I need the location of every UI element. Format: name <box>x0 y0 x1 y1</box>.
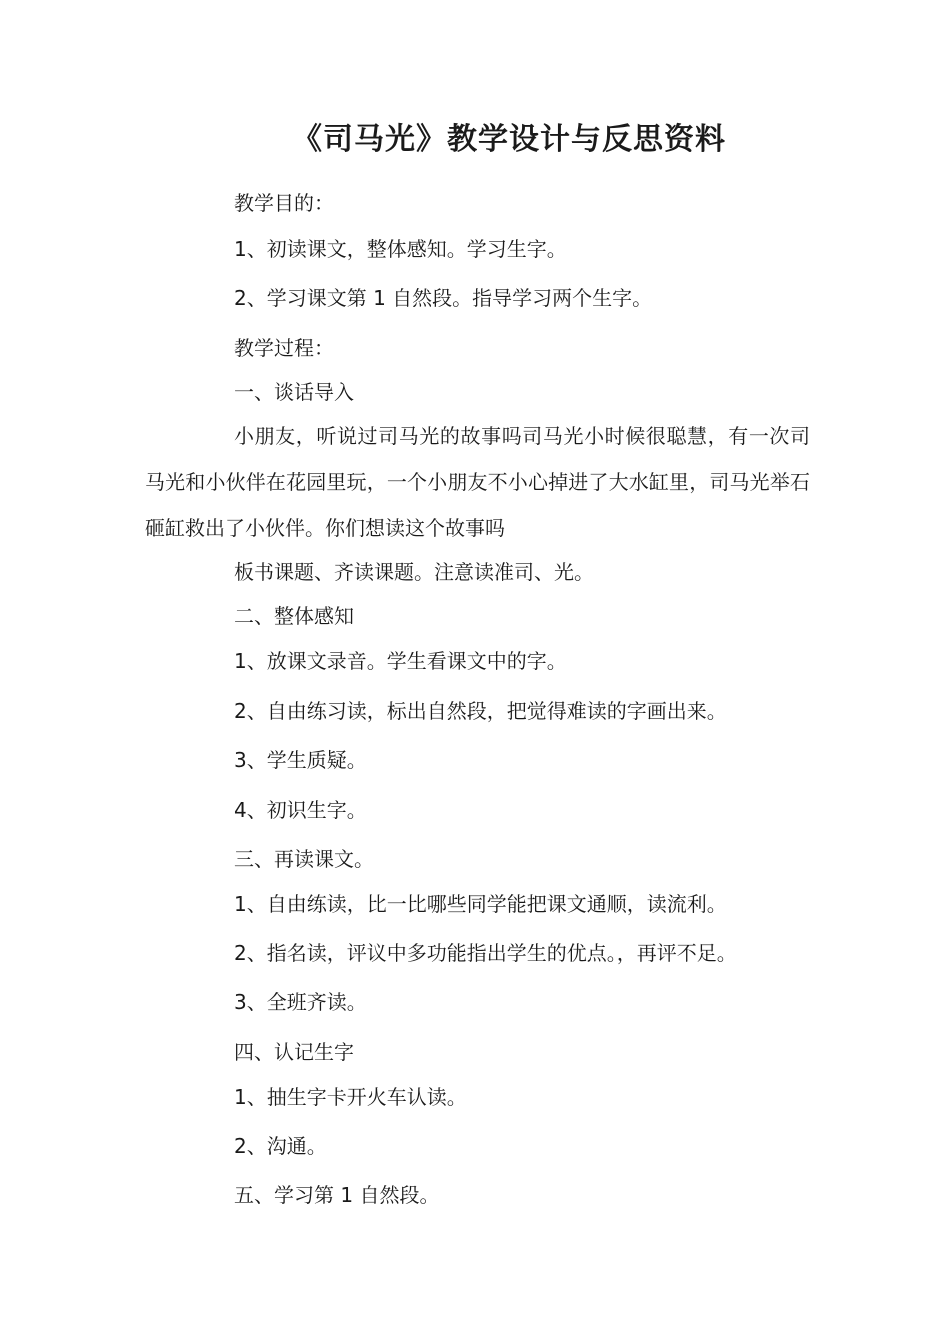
objective-item-1: 1、初读课文，整体感知。学习生字。 <box>234 237 567 261</box>
step-heading-2: 二、整体感知 <box>234 604 354 628</box>
step-heading-5: 五、学习第 1 自然段。 <box>234 1183 440 1207</box>
section-heading-objectives: 教学目的： <box>234 191 334 215</box>
list-item: 2、指名读，评议中多功能指出学生的优点。，再评不足。 <box>234 941 737 965</box>
list-item: 3、学生质疑。 <box>234 748 367 772</box>
step-heading-3: 三、再读课文。 <box>234 847 374 871</box>
document-title: 《司马光》教学设计与反思资料 <box>292 122 726 157</box>
intro-paragraph: 小朋友，听说过司马光的故事吗司马光小时候很聪慧，有一次司马光和小伙伴在花园里玩，一个小朋友不小心掉进了大水缸里，司马光举石砸缸救出了小伙伴。你们想读这个故事吗 <box>145 424 810 540</box>
list-item: 2、沟通。 <box>234 1134 327 1158</box>
list-item: 4、初识生字。 <box>234 798 367 822</box>
line-board-title: 板书课题、齐读课题。注意读准司、光。 <box>234 560 594 584</box>
step-heading-4: 四、认记生字 <box>234 1040 354 1064</box>
step-heading-1: 一、谈话导入 <box>234 380 354 404</box>
objective-item-2: 2、学习课文第 1 自然段。指导学习两个生字。 <box>234 286 653 310</box>
section-heading-process: 教学过程： <box>234 336 334 360</box>
list-item: 1、自由练读，比一比哪些同学能把课文通顺，读流利。 <box>234 892 727 916</box>
list-item: 2、自由练习读，标出自然段，把觉得难读的字画出来。 <box>234 699 727 723</box>
list-item: 3、全班齐读。 <box>234 990 367 1014</box>
list-item: 1、抽生字卡开火车认读。 <box>234 1085 467 1109</box>
list-item: 1、放课文录音。学生看课文中的字。 <box>234 649 567 673</box>
